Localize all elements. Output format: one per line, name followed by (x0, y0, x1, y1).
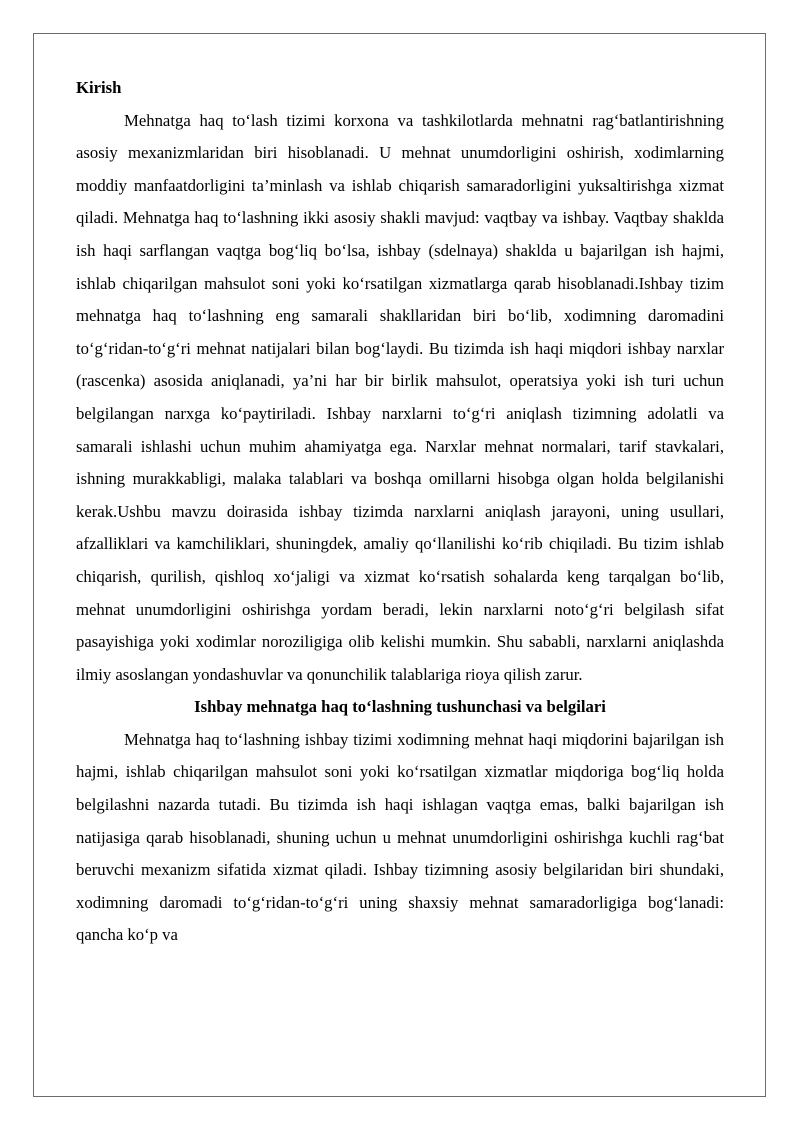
section-heading: Ishbay mehnatga haq to‘lashning tushunchasi va belgilari (194, 697, 606, 717)
document-body (76, 72, 724, 952)
intro-paragraph: Mehnatga haq to‘lash tizimi korxona va tashkilotlarda mehnatni rag‘batlantirishning asosiy mexanizmlaridan biri hisoblanadi. U mehnat unumdorligini oshirish, xodimlarning moddiy manfaatdorligini ta’minlash va ishlab chiqarish samaradorligini yuksaltirishga xizmat qiladi. Mehnatga haq to‘lashning ikki asosiy shakli mavjud: vaqtbay va ishbay. Vaqtbay shaklda ish haqi sarflangan vaqtga bog‘liq bo‘lsa, ishbay (sdelnaya) shaklda u bajarilgan ish hajmi, ishlab chiqarilgan mahsulot soni yoki ko‘rsatilgan xizmatlarga qarab hisoblanadi.Ishbay tizim mehnatga haq to‘lashning eng samarali shakllaridan biri bo‘lib, xodimning daromadini to‘g‘ridan-to‘g‘ri mehnat natijalari bilan bog‘laydi. Bu tizimda ish haqi miqdori ishbay narxlar (rascenka) asosida aniqlanadi, ya’ni har bir birlik mahsulot, operatsiya yoki ish turi uchun belgilangan narxga ko‘paytiriladi. Ishbay narxlarni to‘g‘ri aniqlash tizimning adolatli va samarali ishlashi uchun muhim ahamiyatga ega. Narxlar mehnat normalari, tarif stavkalari, ishning murakkabligi, malaka talablari va boshqa omillarni hisobga olgan holda belgilanishi kerak.Ushbu mavzu doirasida ishbay tizimda narxlarni aniqlash jarayoni, uning usullari, afzalliklari va kamchiliklari, shuningdek, amaliy qo‘llanilishi ko‘rib chiqiladi. Bu tizim ishlab chiqarish, qurilish, qishloq xo‘jaligi va xizmat ko‘rsatish sohalarda keng tarqalgan bo‘lib, mehnat unumdorligini oshirishga yordam beradi, lekin narxlarni noto‘g‘ri belgilash sifat pasayishiga yoki xodimlar noroziligiga olib kelishi mumkin. Shu sababli, narxlarni aniqlashda ilmiy asoslangan yondashuvlar va qonunchilik talablariga rioya qilish zarur. (76, 110, 724, 684)
section-paragraph: Mehnatga haq to‘lashning ishbay tizimi xodimning mehnat haqi miqdorini bajarilgan ish hajmi, ishlab chiqarilgan mahsulot soni yoki ko‘rsatilgan xizmatlar miqdoriga bog‘liq holda belgilashni nazarda tutadi. Bu tizimda ish haqi ishlagan vaqtga emas, balki bajarilgan ish natijasiga qarab hisoblanadi, shuning uchun u mehnat unumdorligini oshirishga kuchli rag‘bat beruvchi mexanizm sifatida xizmat qiladi. Ishbay tizimning asosiy belgilaridan biri shundaki, xodimning daromadi to‘g‘ridan-to‘g‘ri uning shaxsiy mehnat samaradorligiga bog‘lanadi: qancha ko‘p va (76, 729, 724, 945)
intro-heading: Kirish (76, 78, 122, 97)
